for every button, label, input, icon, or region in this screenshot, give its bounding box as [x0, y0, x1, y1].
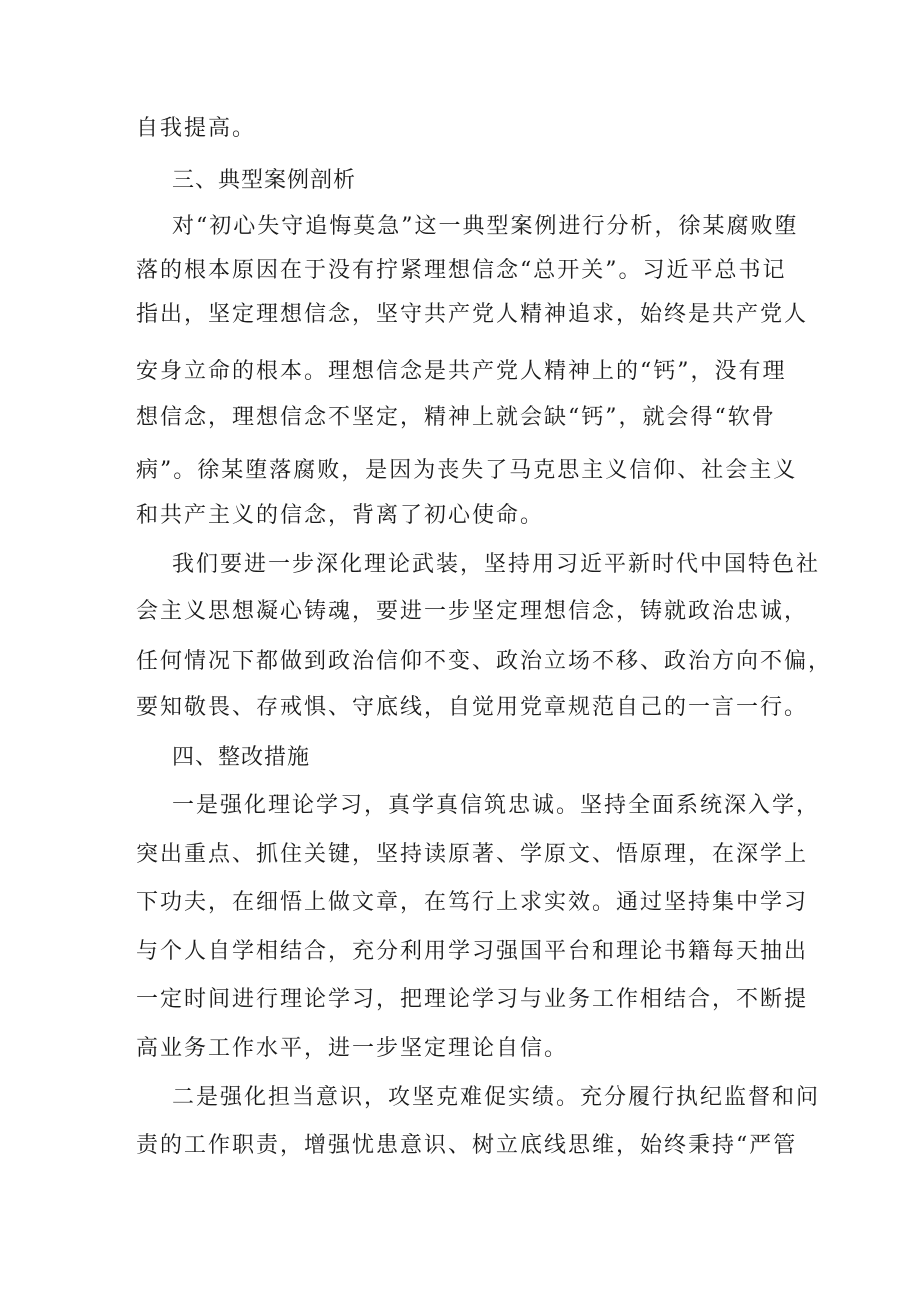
- section-heading: 三、典型案例剖析: [172, 168, 357, 193]
- text-line: 下功夫，在细悟上做文章，在笃行上求实效。通过坚持集中学习: [136, 890, 809, 915]
- text-line: 指出，坚定理想信念，坚守共产党人精神追求，始终是共产党人: [136, 302, 809, 327]
- text-line: 突出重点、抓住关键，坚持读原著、学原文、悟原理，在深学上: [136, 842, 809, 867]
- text-line: 任何情况下都做到政治信仰不变、政治立场不移、政治方向不偏，: [136, 649, 833, 674]
- text-line: 自我提高。: [136, 116, 257, 141]
- text-line: 对“初心失守追悔莫急”这一典型案例进行分析，徐某腐败堕: [172, 214, 799, 239]
- text-line: 会主义思想凝心铸魂，要进一步坚定理想信念，铸就政治忠诚，: [136, 599, 809, 624]
- text-line: 要知敬畏、存戒惧、守底线，自觉用党章规范自己的一言一行。: [136, 695, 809, 720]
- text-line: 一是强化理论学习，真学真信筑忠诚。坚持全面系统深入学，: [172, 793, 821, 818]
- text-line: 高业务工作水平，进一步坚定理论自信。: [136, 1036, 569, 1061]
- text-line: 和共产主义的信念，背离了初心使命。: [136, 503, 545, 528]
- text-line: 病”。徐某堕落腐败，是因为丧失了马克思主义信仰、社会主义: [136, 458, 798, 483]
- text-line: 安身立命的根本。理想信念是共产党人精神上的“钙”，没有理: [136, 359, 787, 384]
- text-line: 与个人自学相结合，充分利用学习强国平台和理论书籍每天抽出: [136, 939, 809, 964]
- text-line: 想信念，理想信念不坚定，精神上就会缺“钙”，就会得“软骨: [136, 405, 776, 430]
- section-heading: 四、整改措施: [172, 745, 311, 770]
- text-line: 一定时间进行理论学习，把理论学习与业务工作相结合，不断提: [136, 987, 809, 1012]
- text-line: 落的根本原因在于没有拧紧理想信念“总开关”。习近平总书记: [136, 258, 787, 283]
- text-line: 二是强化担当意识，攻坚克难促实绩。充分履行执纪监督和问: [172, 1085, 821, 1110]
- text-line: 责的工作职责，增强忧患意识、树立底线思维，始终秉持“严管: [136, 1133, 798, 1158]
- text-line: 我们要进一步深化理论武装，坚持用习近平新时代中国特色社: [172, 552, 821, 577]
